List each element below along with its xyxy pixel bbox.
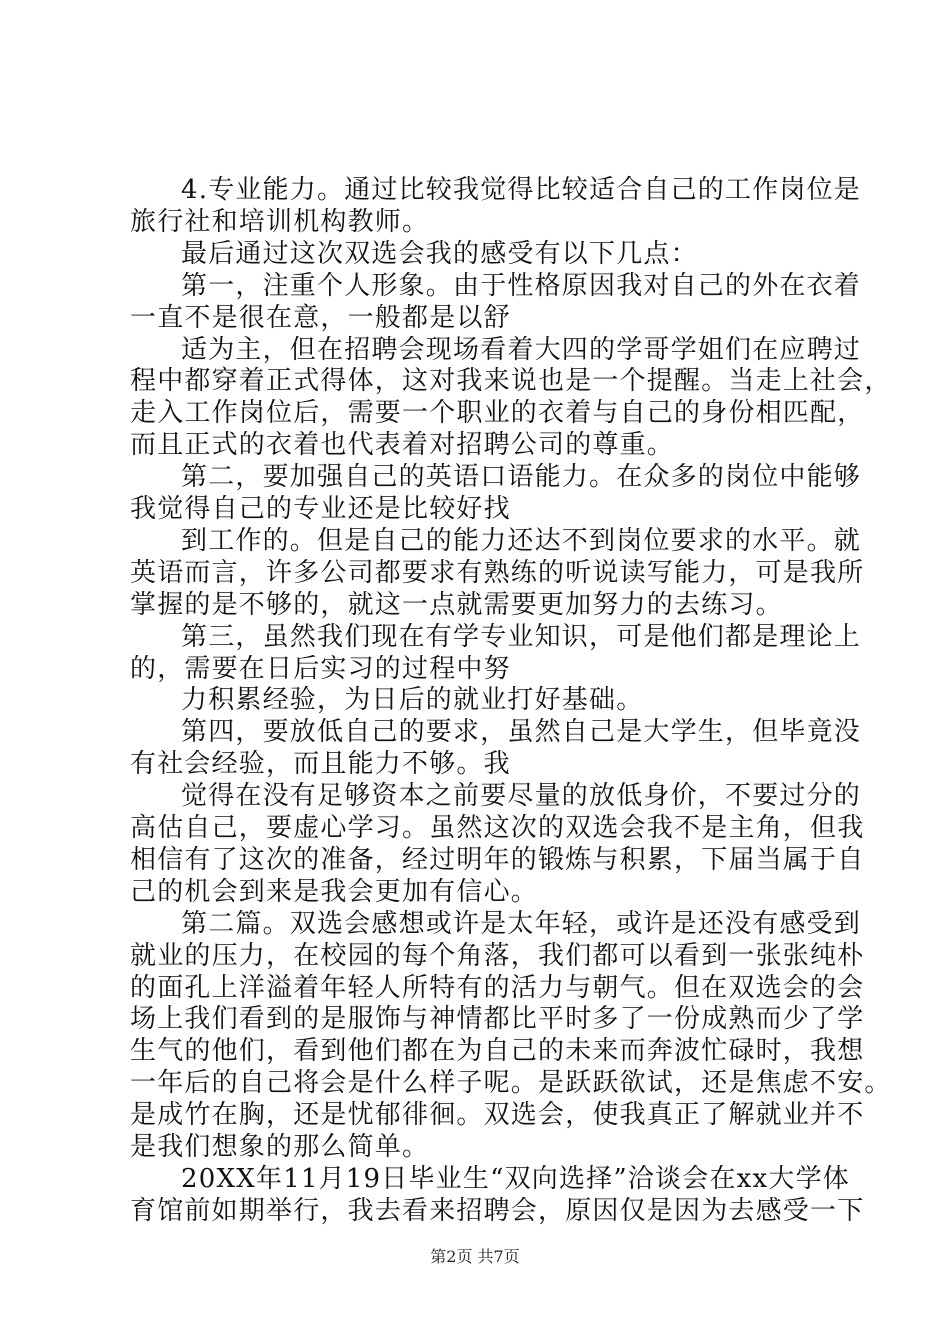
page-footer: 第2页 共7页 <box>430 1247 520 1266</box>
body-line: 第四，要放低自己的要求，虽然自己是大学生，但毕竟没 <box>181 717 862 747</box>
body-line: 第一，注重个人形象。由于性格原因我对自己的外在衣着 <box>181 271 862 301</box>
body-line: 一直不是很在意，一般都是以舒 <box>130 303 511 333</box>
body-line: 的面孔上洋溢着年轻人所特有的活力与朝气。但在双选会的会 <box>130 973 865 1003</box>
body-line: 育馆前如期举行，我去看来招聘会，原因仅是因为去感受一下 <box>130 1196 865 1226</box>
body-line: 己的机会到来是我会更加有信心。 <box>130 877 539 907</box>
body-line: 高估自己，要虚心学习。虽然这次的双选会我不是主角，但我 <box>130 813 865 843</box>
body-line: 最后通过这次双选会我的感受有以下几点： <box>181 239 698 269</box>
body-line: 就业的压力，在校园的每个角落，我们都可以看到一张张纯朴 <box>130 941 865 971</box>
body-line: 掌握的是不够的，就这一点就需要更加努力的去练习。 <box>130 590 783 620</box>
body-line: 20XX年11月19日毕业生“双向选择”洽谈会在xx大学体 <box>181 1164 850 1194</box>
body-line: 一年后的自己将会是什么样子呢。是跃跃欲试，还是焦虑不安。 <box>130 1068 892 1098</box>
body-line: 是成竹在胸，还是忧郁徘徊。双选会，使我真正了解就业并不 <box>130 1100 865 1130</box>
body-line: 我觉得自己的专业还是比较好找 <box>130 494 511 524</box>
body-line: 第二篇。双选会感想或许是太年轻，或许是还没有感受到 <box>181 909 862 939</box>
body-line: 程中都穿着正式得体，这对我来说也是一个提醒。当走上社会， <box>130 366 892 396</box>
body-line: 力积累经验，为日后的就业打好基础。 <box>181 685 644 715</box>
body-line: 生气的他们，看到他们都在为自己的未来而奔波忙碌时，我想 <box>130 1036 865 1066</box>
body-line: 到工作的。但是自己的能力还达不到岗位要求的水平。就 <box>181 526 862 556</box>
body-line: 相信有了这次的准备，经过明年的锻炼与积累，下届当属于自 <box>130 845 865 875</box>
body-line: 场上我们看到的是服饰与神情都比平时多了一份成熟而少了学 <box>130 1004 865 1034</box>
body-line: 觉得在没有足够资本之前要尽量的放低身价，不要过分的 <box>181 781 862 811</box>
body-line: 第三，虽然我们现在有学专业知识，可是他们都是理论上 <box>181 622 862 652</box>
body-line: 有社会经验，而且能力不够。我 <box>130 749 511 779</box>
body-line: 4.专业能力。通过比较我觉得比较适合自己的工作岗位是 <box>181 175 862 205</box>
body-line: 英语而言，许多公司都要求有熟练的听说读写能力，可是我所 <box>130 558 865 588</box>
body-line: 的，需要在日后实习的过程中努 <box>130 654 511 684</box>
body-line: 是我们想象的那么简单。 <box>130 1132 430 1162</box>
body-line: 第二，要加强自己的英语口语能力。在众多的岗位中能够 <box>181 462 862 492</box>
body-line: 旅行社和培训机构教师。 <box>130 207 430 237</box>
body-line: 适为主，但在招聘会现场看着大四的学哥学姐们在应聘过 <box>181 335 862 365</box>
body-line: 而且正式的衣着也代表着对招聘公司的尊重。 <box>130 430 675 460</box>
body-line: 走入工作岗位后，需要一个职业的衣着与自己的身份相匹配， <box>130 398 865 428</box>
